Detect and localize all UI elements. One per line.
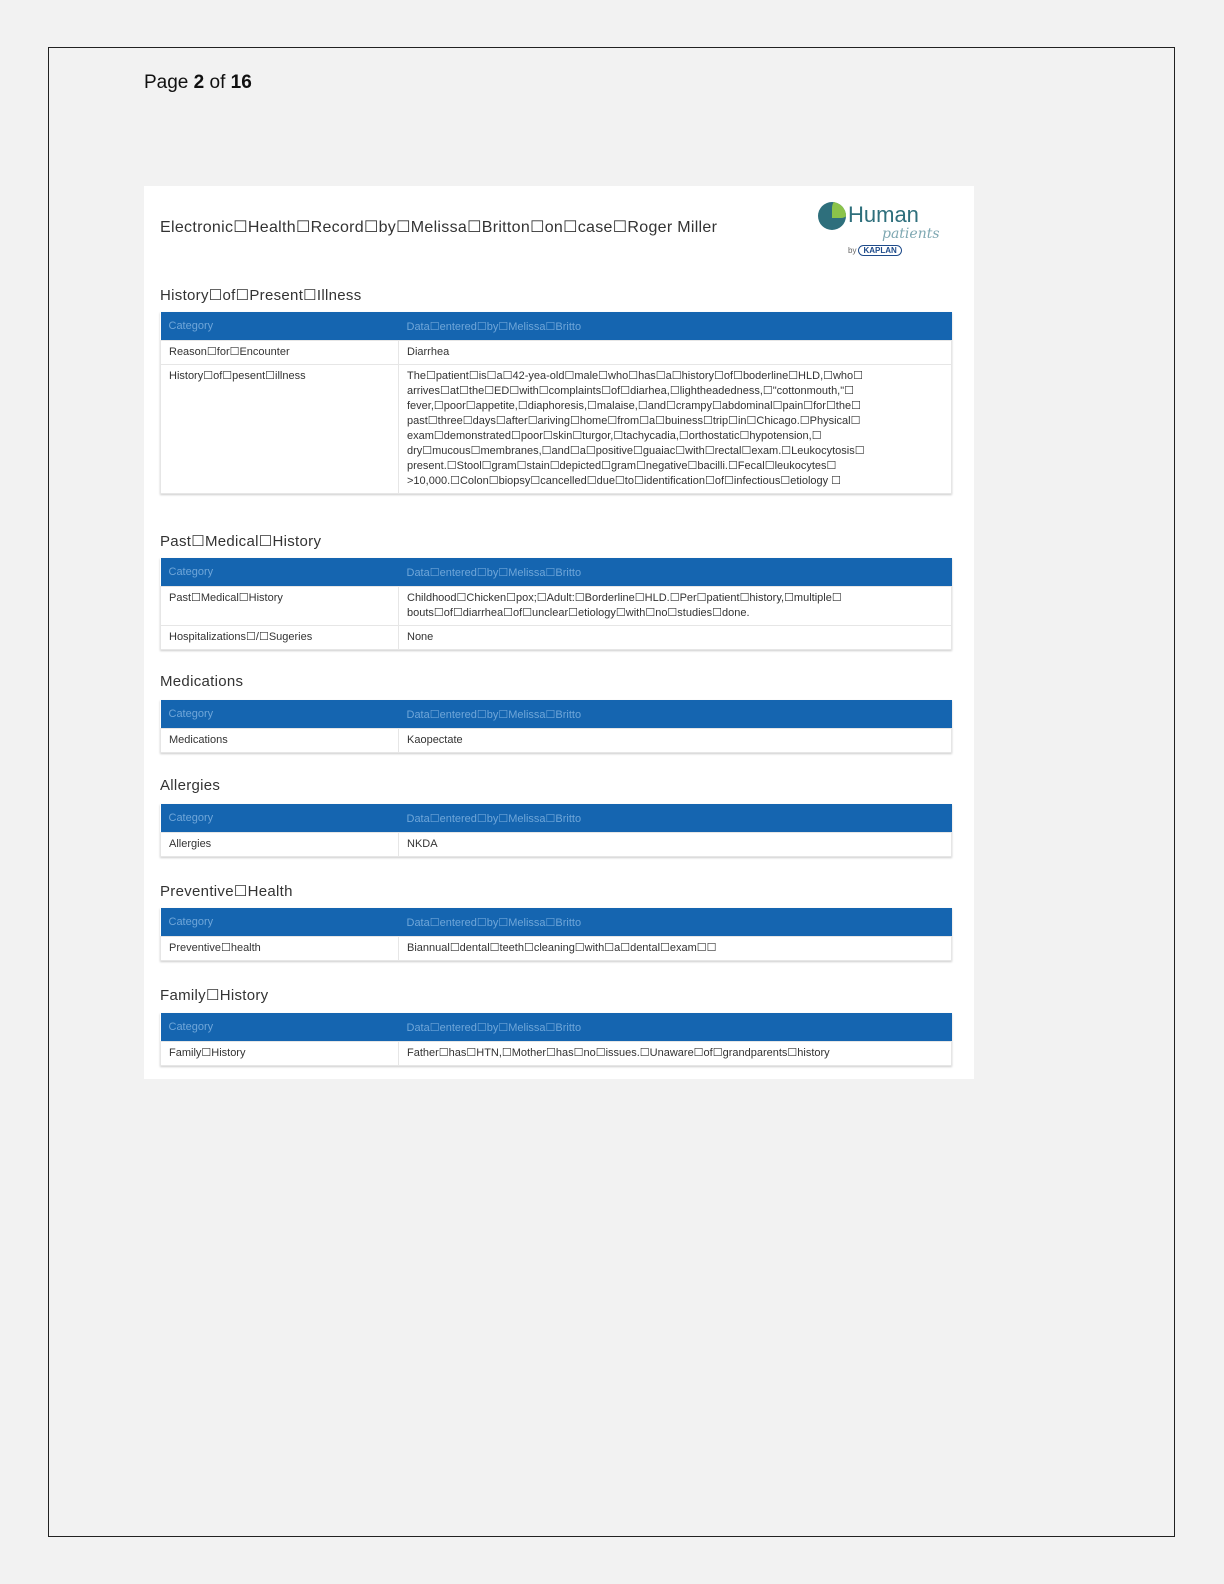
human-patients-logo: Human patients by KAPLAN — [818, 202, 948, 262]
header-data: Data☐entered☐by☐Melissa☐Britto — [399, 700, 952, 729]
table-row: Medications Kaopectate — [161, 729, 952, 753]
ehr-document — [144, 186, 974, 1079]
document-title: Electronic☐Health☐Record☐by☐Melissa☐Britton☐on☐case☐Roger Miller — [160, 219, 718, 236]
header-category: Category — [161, 804, 399, 833]
header-data: Data☐entered☐by☐Melissa☐Britto — [399, 804, 952, 833]
header-category: Category — [161, 312, 399, 341]
header-category: Category — [161, 908, 399, 937]
section-heading-hpi: History☐of☐Present☐Illness — [160, 287, 362, 304]
header-data: Data☐entered☐by☐Melissa☐Britto — [399, 908, 952, 937]
section-heading-medications: Medications — [160, 673, 244, 690]
section-heading-pmh: Past☐Medical☐History — [160, 533, 322, 550]
table-row: Hospitalizations☐/☐Sugeries None — [161, 626, 952, 650]
table-preventive — [160, 908, 952, 961]
table-row: Past☐Medical☐History Childhood☐Chicken☐pox;☐Adult:☐Borderline☐HLD.☐Per☐patient☐history,☐multiple☐ bouts☐of☐diarrhea☐of☐unclear☐etiology☐with☐no☐studies☐done. — [161, 587, 952, 626]
table-row: Allergies NKDA — [161, 833, 952, 857]
table-hpi — [160, 312, 952, 494]
header-data: Data☐entered☐by☐Melissa☐Britto — [399, 312, 952, 341]
header-data: Data☐entered☐by☐Melissa☐Britto — [399, 1013, 952, 1042]
table-row: Reason☐for☐Encounter Diarrhea — [161, 341, 952, 365]
section-heading-family: Family☐History — [160, 987, 269, 1004]
header-category: Category — [161, 1013, 399, 1042]
table-family — [160, 1013, 952, 1066]
table-row: History☐of☐pesent☐illness The☐patient☐is☐a☐42-yea-old☐male☐who☐has☐a☐history☐of☐boderline☐HLD,☐who☐ arrives☐at☐the☐ED☐with☐complaints☐of☐diarhea,☐lightheadedness,☐"cottonmouth,"☐ fever,☐poor☐appetite,☐diaphoresis,☐malaise,☐and☐crampy☐abdominal☐pain☐for☐the☐ past☐three☐days☐after☐ariving☐home☐from☐a☐buiness☐trip☐in☐Chicago.☐Physical☐ exam☐demonstrated☐poor☐skin☐turgor,☐tachycadia,☐orthostatic☐hypotension,☐ dry☐mucous☐membranes,☐and☐a☐positive☐guaiac☐with☐rectal☐exam.☐Leukocytosis☐ present.☐Stool☐gram☐stain☐depicted☐gram☐negative☐bacilli.☐Fecal☐leukocytes☐ >10,000.☐Colon☐biopsy☐cancelled☐due☐to☐identification☐of☐infectious☐etiology ☐ — [161, 365, 952, 494]
logo-globe-icon — [818, 202, 846, 230]
table-row: Preventive☐health Biannual☐dental☐teeth☐cleaning☐with☐a☐dental☐exam☐☐ — [161, 937, 952, 961]
header-category: Category — [161, 700, 399, 729]
header-category: Category — [161, 558, 399, 587]
table-row: Family☐History Father☐has☐HTN,☐Mother☐has☐no☐issues.☐Unaware☐of☐grandparents☐history — [161, 1042, 952, 1066]
section-heading-preventive: Preventive☐Health — [160, 883, 293, 900]
table-allergies — [160, 804, 952, 857]
page-number: Page 2 of 16 — [144, 72, 252, 93]
table-medications — [160, 700, 952, 753]
section-heading-allergies: Allergies — [160, 777, 221, 794]
table-pmh — [160, 558, 952, 650]
header-data: Data☐entered☐by☐Melissa☐Britto — [399, 558, 952, 587]
